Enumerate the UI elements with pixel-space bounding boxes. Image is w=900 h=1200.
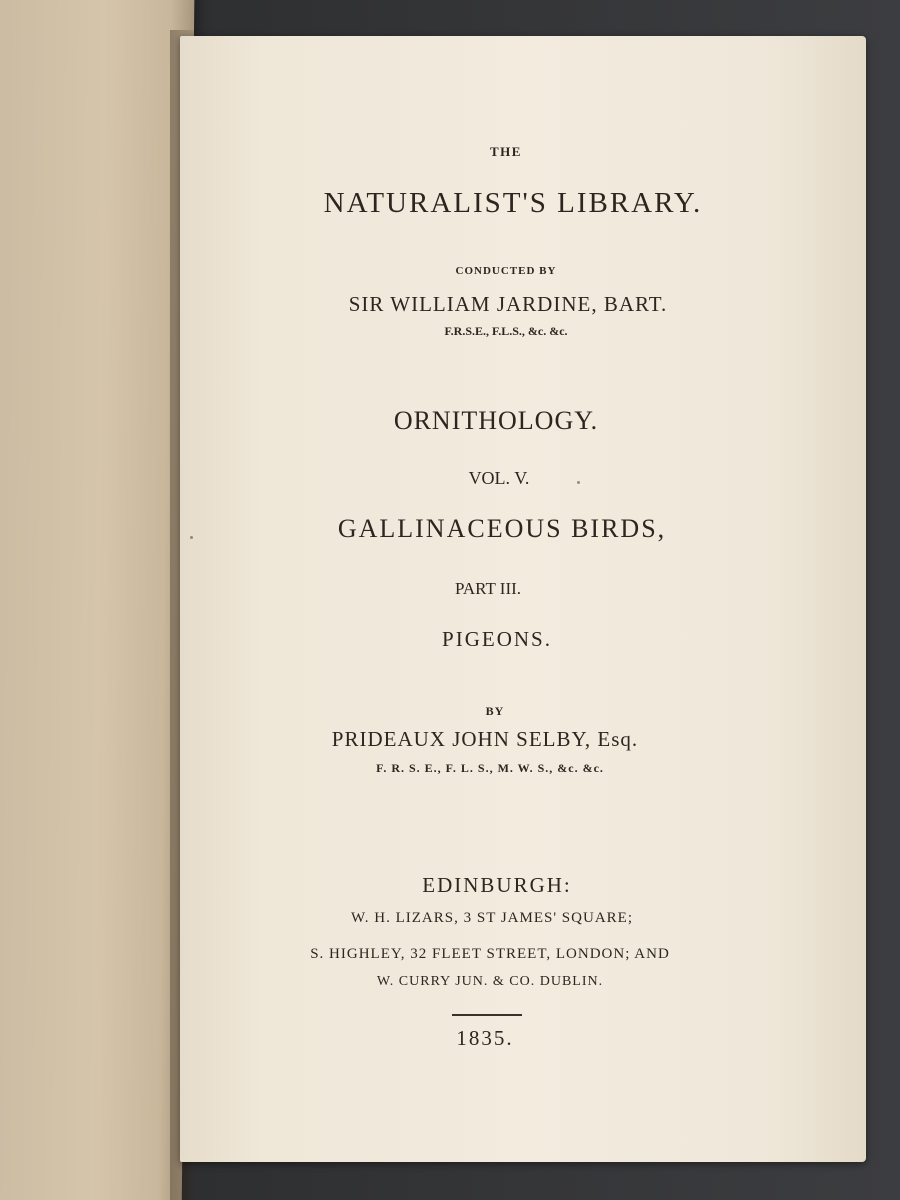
editor-name: SIR WILLIAM JARDINE, BART. <box>348 292 668 316</box>
part-title: PIGEONS. <box>442 627 552 651</box>
volume-title: GALLINACEOUS BIRDS, <box>337 514 667 543</box>
author-name: PRIDEAUX JOHN SELBY, Esq. <box>331 727 639 751</box>
imprint-publisher-edinburgh: W. H. LIZARS, 3 ST JAMES' SQUARE; <box>351 910 633 926</box>
imprint-publisher-dublin: W. CURRY JUN. & CO. DUBLIN. <box>376 974 604 989</box>
series-title: NATURALIST'S LIBRARY. <box>323 187 703 219</box>
imprint-city: EDINBURGH: <box>422 873 572 897</box>
volume-label: VOL. V. <box>468 468 530 488</box>
by-label: BY <box>485 704 505 718</box>
part-label: PART III. <box>454 579 522 598</box>
the-label: THE <box>490 144 522 159</box>
subject-heading: ORNITHOLOGY. <box>393 406 599 435</box>
editor-honours: F.R.S.E., F.L.S., &c. &c. <box>444 324 568 338</box>
author-honours: F. R. S. E., F. L. S., M. W. S., &c. &c. <box>376 761 604 775</box>
publication-year: 1835. <box>456 1026 514 1050</box>
title-page <box>180 36 866 1162</box>
conducted-by-label: CONDUCTED BY <box>455 265 557 277</box>
imprint-publisher-london: S. HIGHLEY, 32 FLEET STREET, LONDON; AND <box>310 946 670 962</box>
imprint-rule <box>452 1014 522 1016</box>
left-endpaper <box>0 0 194 1200</box>
